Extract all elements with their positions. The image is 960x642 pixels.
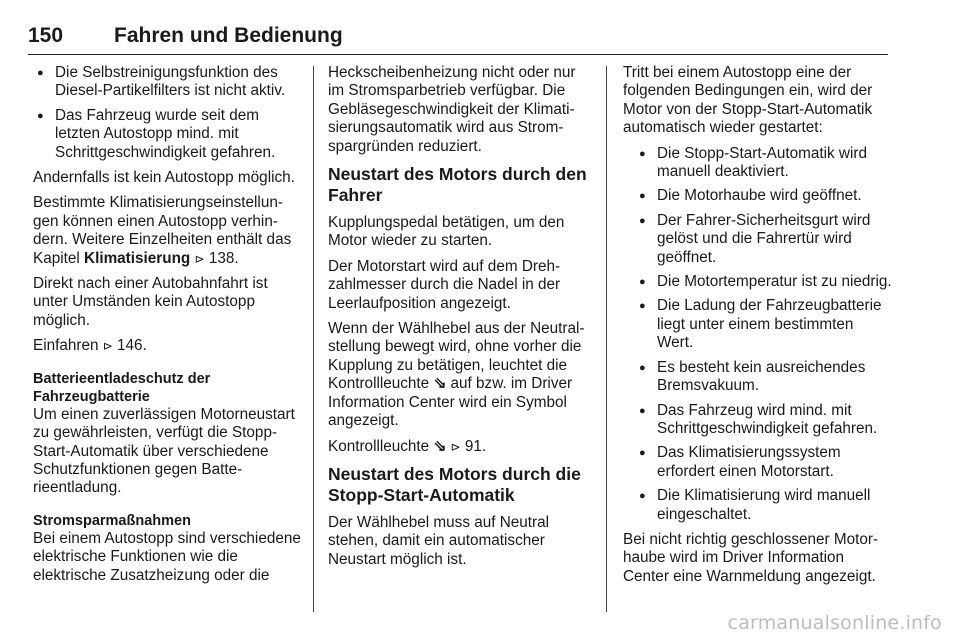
list-item: ● Die Selbstreinigungsfunktion des Diesel-Partikelfilters ist nicht aktiv.: [33, 64, 301, 101]
column-2: [328, 64, 594, 576]
paragraph: Kontrollleuchte ⇘ ⊳ 91.: [328, 437, 487, 455]
page-reference-icon: ⊳: [102, 339, 113, 354]
paragraph: Andernfalls ist kein Autostopp möglich.: [33, 169, 295, 187]
paragraph: Kupplungspedal betätigen, um den Motor wieder zu starten.: [328, 214, 565, 250]
section-title: Fahren und Bedienung: [114, 24, 343, 47]
subheading: Stromsparmaßnahmen: [33, 512, 191, 529]
paragraph: Der Motorstart wird auf dem Drehzahlmesser durch die Nadel in der Leerlaufposition angezeigt.: [328, 257, 561, 312]
page-reference[interactable]: 146.: [112, 337, 147, 355]
heading: Neustart des Motors durch den Fahrer: [328, 164, 587, 206]
page-reference[interactable]: 138.: [204, 249, 239, 267]
bullet-list: [635, 145, 893, 524]
list-item: ● Das Klimatisierungssystem erfordert einen Motorstart.: [635, 444, 893, 481]
paragraph: Wenn der Wählhebel aus der Neutralstellung bewegt wird, ohne vorher die Kupplung zu betätigen, leuchtet die Kontrollleuchte ⇘ auf bzw. im Driver Information Center wird ein Symbol angezeigt.: [328, 320, 585, 430]
paragraph: Direkt nach einer Autobahnfahrt ist unter Umständen kein Autostopp möglich.: [33, 275, 268, 329]
list-item: ● Die Ladung der Fahrzeugbatterie liegt unter einem bestimmten Wert.: [635, 297, 893, 352]
list-item: ● Die Klimatisierung wird manuell eingeschaltet.: [635, 487, 893, 524]
heading: Neustart des Motors durch die Stopp-Start-Automatik: [328, 463, 581, 505]
column-divider: [313, 66, 314, 612]
column-divider: [606, 66, 607, 612]
page-reference-icon: ⊳: [194, 251, 205, 266]
paragraph: Tritt bei einem Autostopp eine der folgenden Bedingungen ein, wird der Motor von der Stopp-Start-Automatik automatisch wieder gestartet:: [623, 64, 873, 137]
subheading: Batterieentladeschutz der Fahrzeugbatterie: [33, 370, 211, 405]
column-3: [623, 64, 893, 593]
page-reference[interactable]: 91.: [460, 437, 487, 455]
paragraph: Bestimmte Klimatisierungseinstellungen können einen Autostopp verhindern. Weitere Einzelheiten enthält das Kapitel Klimatisierung ⊳ 138.: [33, 194, 292, 267]
list-item: ● Das Fahrzeug wurde seit dem letzten Autostopp mind. mit Schrittgeschwindigkeit gefahren.: [33, 107, 301, 162]
watermark: carmanualsonline.info: [727, 612, 942, 634]
paragraph: Der Wählhebel muss auf Neutral stehen, damit ein automatischer Neustart möglich ist.: [328, 513, 550, 568]
warning-light-icon: ⇘: [433, 375, 447, 393]
chapter-link[interactable]: Klimatisierung: [84, 249, 191, 267]
warning-light-icon: ⇘: [433, 437, 447, 455]
page-number: 150: [28, 24, 64, 47]
paragraph: Heckscheibenheizung nicht oder nur im Stromsparbetrieb verfügbar. Die Gebläsegeschwindigkeit der Klimatisierungsautomatik wird aus Stromspargründen reduziert.: [328, 64, 576, 155]
column-1: [33, 64, 301, 592]
list-item: ● Das Fahrzeug wird mind. mit Schrittgeschwindigkeit gefahren.: [635, 402, 893, 439]
list-item: ● Die Motortemperatur ist zu niedrig.: [635, 273, 893, 291]
list-item: ● Die Stopp-Start-Automatik wird manuell deaktiviert.: [635, 145, 893, 182]
page-reference-icon: ⊳: [450, 439, 461, 454]
page-header: [28, 24, 888, 55]
paragraph: Bei nicht richtig geschlossener Motorhaube wird im Driver Information Center eine Warnmeldung angezeigt.: [623, 530, 879, 585]
list-item: ● Der Fahrer-Sicherheitsgurt wird gelöst und die Fahrertür wird geöffnet.: [635, 212, 893, 267]
list-item: ● Es besteht kein ausreichendes Bremsvakuum.: [635, 359, 893, 396]
paragraph: Um einen zuverlässigen Motorneustart zu gewährleisten, verfügt die Stopp-Start-Automatik über verschiedene Schutzfunktionen gegen Batterieentladung.: [33, 405, 295, 497]
bullet-list: [33, 64, 301, 162]
paragraph: Bei einem Autostopp sind verschiedene elektrische Funktionen wie die elektrische Zusatzheizung oder die: [33, 529, 301, 584]
list-item: ● Die Motorhaube wird geöffnet.: [635, 187, 893, 205]
paragraph: Einfahren ⊳ 146.: [33, 337, 147, 355]
